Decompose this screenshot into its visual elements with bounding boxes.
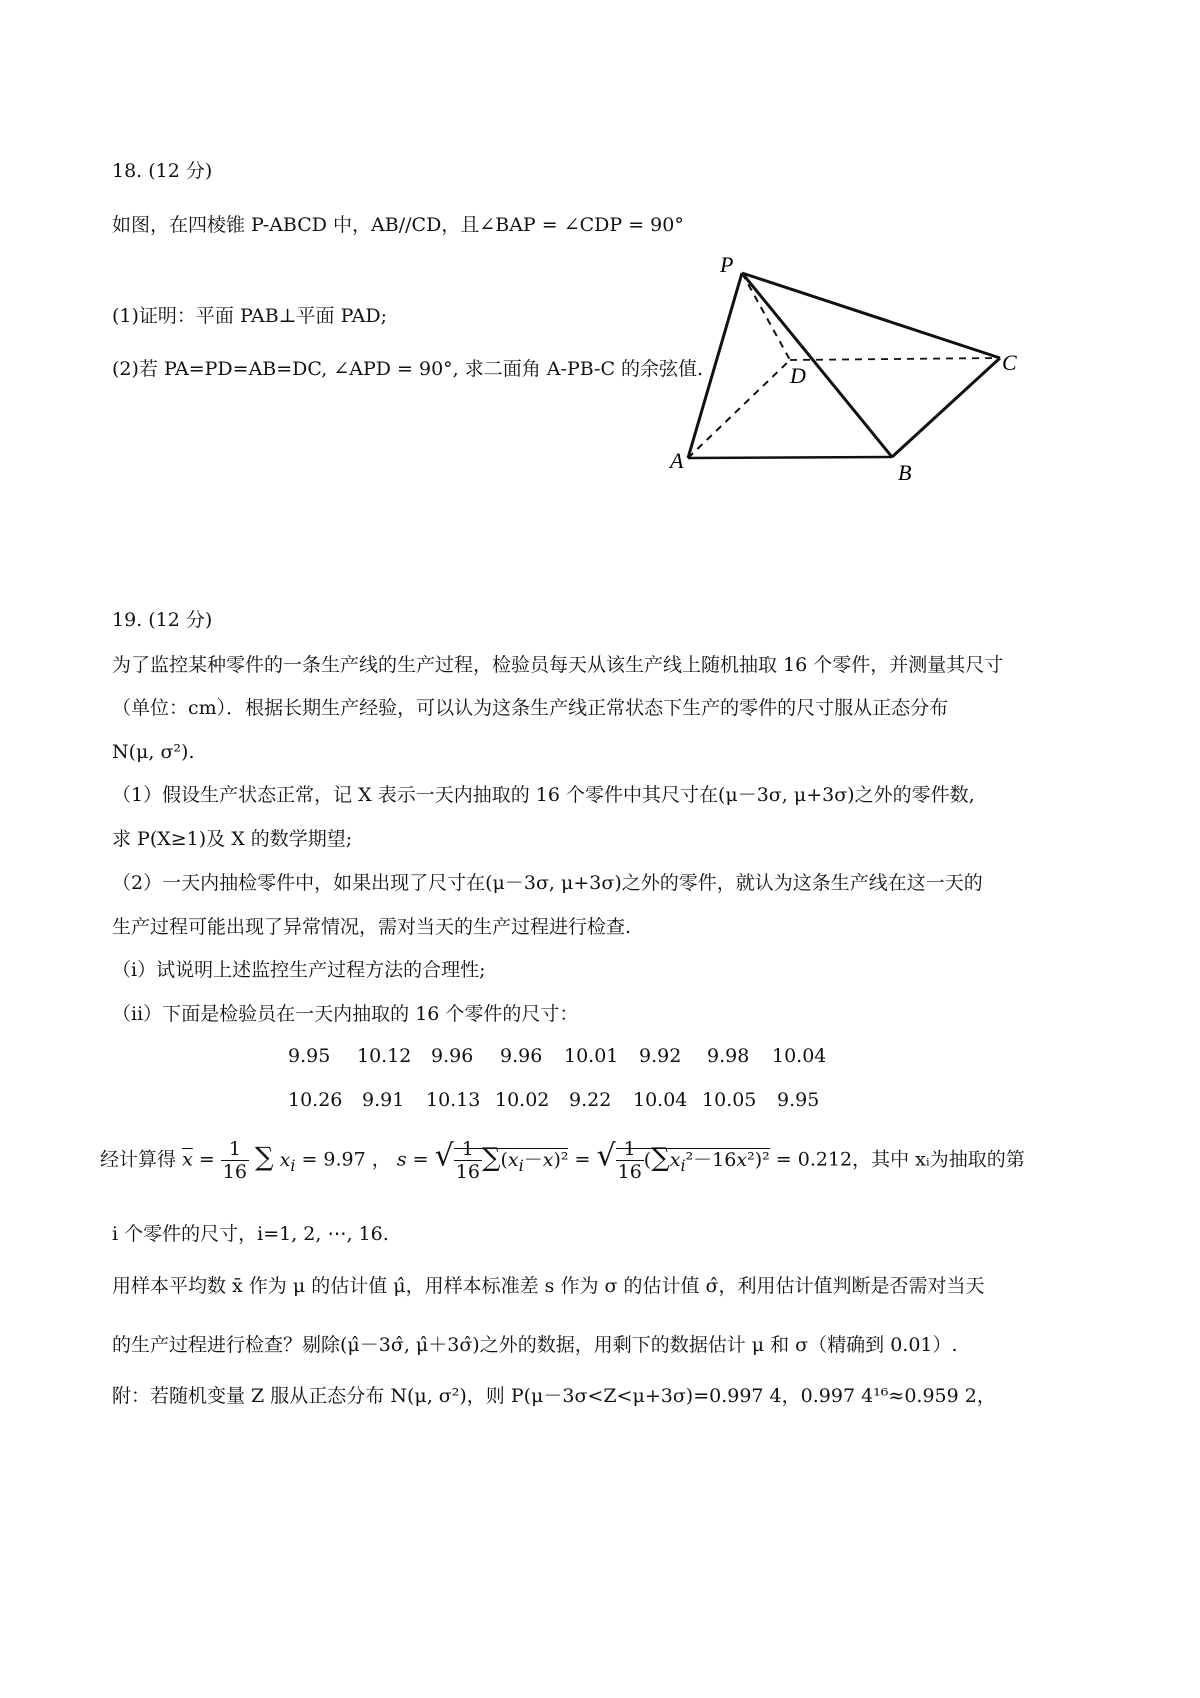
data-cell: 10.02: [495, 1089, 550, 1111]
q19-p5: 求 P(X≥1)及 X 的数学期望;: [112, 828, 353, 850]
s-value: = 0.212: [775, 1148, 853, 1171]
eq-sign: =: [412, 1148, 429, 1171]
q19-p11: 用样本平均数 x̄ 作为 μ 的估计值 μ̂，用样本标准差 s 作为 σ 的估计值 σ̂，利用估计值判断是否需对当天: [112, 1275, 985, 1297]
q18-part1: (1)证明：平面 PAB⊥平面 PAD;: [112, 305, 387, 327]
data-cell: 10.04: [633, 1089, 688, 1111]
calc-suffix: ，其中 xᵢ为抽取的第: [852, 1148, 1025, 1171]
xi-symbol: $x_i$: [279, 1148, 296, 1175]
data-cell: 9.92: [639, 1045, 682, 1067]
q19-p2: （单位：cm）．根据长期生产经验，可以认为这条生产线正常状态下生产的零件的尺寸服从正态分布: [112, 697, 949, 719]
data-cell: 9.95: [777, 1089, 820, 1111]
label-A: A: [670, 448, 684, 473]
data-cell: 9.95: [288, 1045, 331, 1067]
q19-p4: （1）假设生产状态正常，记 X 表示一天内抽取的 16 个零件中其尺寸在(μ－3σ, μ+3σ)之外的零件数,: [112, 784, 975, 806]
q19-p12: 的生产过程进行检查？剔除(μ̂－3σ̂, μ̂＋3σ̂)之外的数据，用剩下的数据估计 μ 和 σ（精确到 0.01）.: [112, 1334, 958, 1356]
mean-symbol: $\overline{x}$: [182, 1148, 193, 1171]
mean-value: = 9.97: [301, 1148, 366, 1171]
data-cell: 10.26: [288, 1089, 343, 1111]
q19-p8: （ⅰ）试说明上述监控生产过程方法的合理性;: [112, 959, 486, 981]
data-cell: 9.91: [362, 1089, 405, 1111]
q19-p10: i 个零件的尺寸，i=1, 2, ⋯, 16.: [112, 1223, 389, 1245]
q19-p13: 附：若随机变量 Z 服从正态分布 N(μ, σ²)，则 P(μ－3σ<Z<μ+3σ)=0.997 4，0.997 4¹⁶≈0.959 2，: [112, 1385, 996, 1407]
data-cell: 9.96: [500, 1045, 543, 1067]
calc-prefix: 经计算得: [100, 1148, 177, 1171]
q18-header: 18. (12 分): [112, 160, 213, 182]
q19-p1: 为了监控某种零件的一条生产线的生产过程，检验员每天从该生产线上随机抽取 16 个零件，并测量其尺寸: [112, 654, 1004, 676]
eq-sign: =: [574, 1148, 591, 1171]
fraction-1-16: $\frac{1}{16}$: [222, 1138, 247, 1183]
sep: ，: [371, 1148, 391, 1171]
data-cell: 10.04: [772, 1045, 827, 1067]
sqrt-body-1: $\frac{1}{16}$ $\sum(x_i-\overline{x})^2$: [455, 1138, 569, 1183]
data-cell: 9.22: [569, 1089, 612, 1111]
pyramid-figure: [660, 240, 1100, 490]
sqrt-symbol: √: [434, 1138, 454, 1174]
q19-p7: 生产过程可能出现了异常情况，需对当天的生产过程进行检查.: [112, 916, 632, 938]
sum-symbol: ∑: [255, 1142, 274, 1173]
label-P: P: [720, 252, 734, 277]
data-cell: 9.98: [707, 1045, 750, 1067]
data-cell: 10.12: [357, 1045, 412, 1067]
q18-part2: (2)若 PA=PD=AB=DC, ∠APD = 90°, 求二面角 A-PB-C 的余弦值.: [112, 358, 704, 380]
q19-p6: （2）一天内抽检零件中，如果出现了尺寸在(μ－3σ, μ+3σ)之外的零件，就认为这条生产线在这一天的: [112, 872, 983, 894]
s-symbol: s: [396, 1148, 407, 1171]
stats-formula: [100, 1138, 1025, 1183]
sqrt-symbol: √: [596, 1138, 616, 1174]
data-cell: 10.01: [564, 1045, 619, 1067]
q18-intro: 如图，在四棱锥 P-ABCD 中，AB//CD，且∠BAP = ∠CDP = 90°: [112, 214, 684, 236]
data-cell: 10.05: [702, 1089, 757, 1111]
data-cell: 9.96: [431, 1045, 474, 1067]
label-C: C: [1002, 350, 1017, 375]
q19-p3: N(μ, σ²).: [112, 741, 195, 763]
label-D: D: [790, 363, 806, 388]
eq-sign: =: [198, 1148, 215, 1171]
sqrt-body-2: $\frac{1}{16}$ $(\sum x_i^2-16\overline{x}^2)^2$: [617, 1138, 770, 1183]
q19-header: 19. (12 分): [112, 609, 213, 631]
q19-p9: （ⅱ）下面是检验员在一天内抽取的 16 个零件的尺寸：: [112, 1003, 579, 1025]
label-B: B: [898, 460, 912, 485]
data-cell: 10.13: [426, 1089, 481, 1111]
